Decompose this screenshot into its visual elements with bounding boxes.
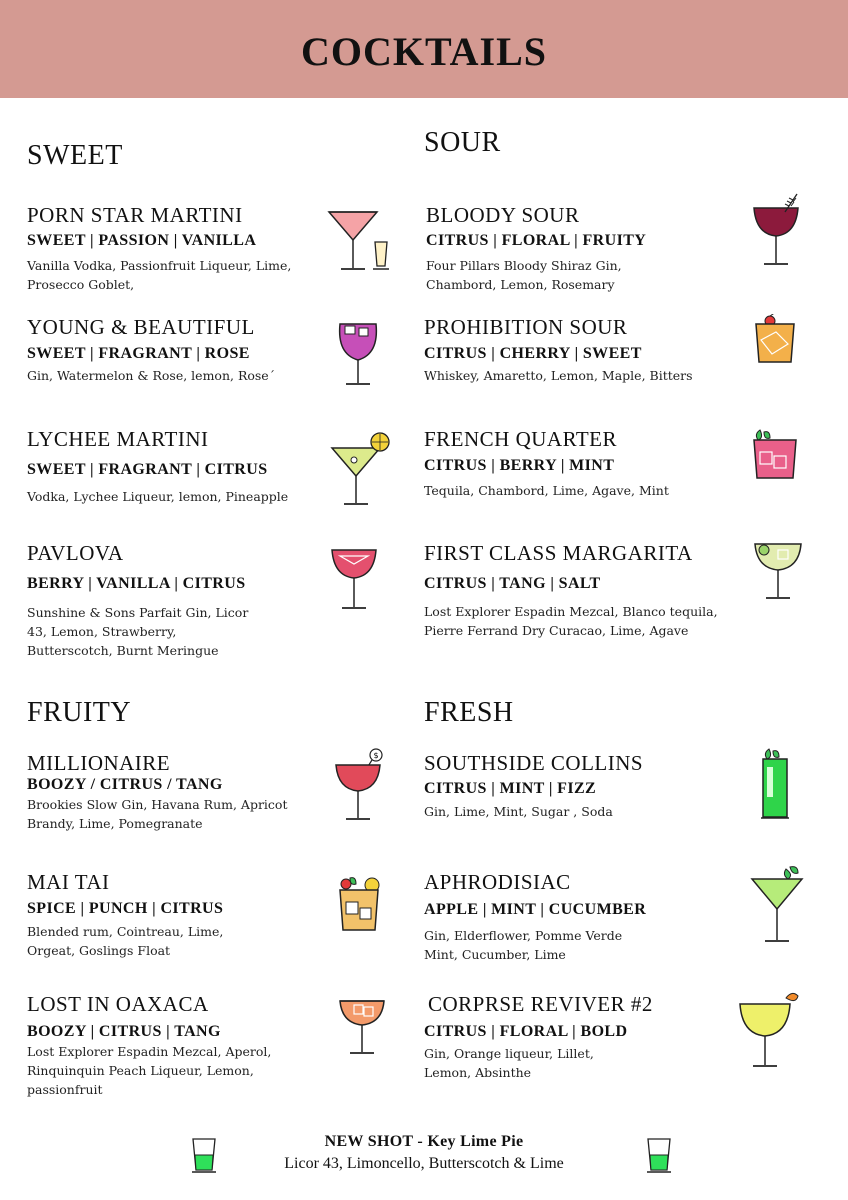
- item-ingredients: Gin, Orange liqueur, Lillet, Lemon, Absinthe: [424, 1046, 594, 1080]
- menu-item: [424, 751, 724, 821]
- page-title: COCKTAILS: [300, 29, 548, 74]
- item-tags: SWEET | PASSION | VANILLA: [27, 232, 257, 249]
- item-name: APHRODISIAC: [424, 870, 571, 894]
- menu-item: [424, 315, 724, 385]
- menu-item: [27, 870, 327, 960]
- menu-item: [27, 541, 327, 660]
- coupe-glass-orange-icon: [738, 988, 802, 1070]
- new-shot-title: NEW SHOT - Key Lime Pie: [324, 1133, 524, 1150]
- item-tags: SWEET | FRAGRANT | CITRUS: [27, 461, 268, 478]
- menu-item: [424, 992, 724, 1082]
- coupe-glass-icon: [330, 546, 378, 612]
- collins-glass-mint-icon: [755, 747, 795, 821]
- item-name: LOST IN OAXACA: [27, 992, 209, 1016]
- item-name: LYCHEE MARTINI: [27, 427, 209, 451]
- rocks-glass-cherry-icon: [752, 314, 798, 366]
- item-ingredients: Lost Explorer Espadin Mezcal, Blanco tequila, Pierre Ferrand Dry Curacao, Lime, Agave: [424, 604, 718, 638]
- item-tags: BOOZY / CITRUS / TANG: [27, 776, 223, 793]
- section-title-sour: SOUR: [424, 127, 501, 158]
- item-ingredients: Lost Explorer Espadin Mezcal, Aperol, Rinquinquin Peach Liqueur, Lemon, passionfruit: [27, 1044, 272, 1097]
- menu-item: [426, 203, 726, 294]
- coupe-glass-coin-icon: [334, 747, 386, 823]
- item-name: PROHIBITION SOUR: [424, 315, 628, 339]
- item-name: MILLIONAIRE: [27, 751, 171, 775]
- menu-item: [424, 427, 724, 500]
- menu-header: [0, 0, 848, 98]
- section-title-fruity: FRUITY: [27, 697, 132, 728]
- martini-glass-with-shot-icon: [325, 206, 395, 272]
- item-name: FRENCH QUARTER: [424, 427, 618, 451]
- svg-text:$: $: [373, 751, 379, 760]
- item-name: FIRST CLASS MARGARITA: [424, 541, 693, 565]
- menu-item: [27, 203, 327, 294]
- menu-item: [27, 315, 327, 385]
- item-name: BLOODY SOUR: [426, 203, 580, 227]
- item-tags: SWEET | FRAGRANT | ROSE: [27, 345, 250, 362]
- section-title-fresh: FRESH: [424, 697, 514, 728]
- coupe-glass-ice-icon: [338, 997, 388, 1057]
- item-ingredients: Gin, Elderflower, Pomme Verde Mint, Cucumber, Lime: [424, 928, 623, 962]
- item-tags: CITRUS | CHERRY | SWEET: [424, 345, 642, 362]
- section-title-sweet: SWEET: [27, 140, 123, 171]
- item-tags: SPICE | PUNCH | CITRUS: [27, 900, 224, 917]
- tiki-glass-icon: [334, 876, 384, 934]
- menu-item: [424, 541, 724, 640]
- item-tags: BOOZY | CITRUS | TANG: [27, 1023, 221, 1040]
- item-ingredients: Gin, Lime, Mint, Sugar , Soda: [424, 804, 613, 819]
- margarita-coupe-icon: [752, 540, 804, 602]
- item-ingredients: Four Pillars Bloody Shiraz Gin, Chambord, Lemon, Rosemary: [426, 258, 622, 292]
- item-name: MAI TAI: [27, 870, 110, 894]
- item-tags: CITRUS | MINT | FIZZ: [424, 780, 597, 797]
- item-tags: BERRY | VANILLA | CITRUS: [27, 575, 246, 592]
- menu-item: [424, 870, 724, 964]
- martini-glass-lemon-icon: [328, 432, 394, 508]
- martini-glass-mint-icon: [750, 863, 806, 945]
- item-tags: CITRUS | FLORAL | FRUITY: [426, 232, 647, 249]
- coupe-glass-rosemary-icon: [751, 192, 803, 268]
- item-tags: CITRUS | TANG | SALT: [424, 575, 601, 592]
- item-ingredients: Vanilla Vodka, Passionfruit Liqueur, Lime, Prosecco Goblet,: [27, 258, 292, 292]
- item-name: PAVLOVA: [27, 541, 124, 565]
- item-tags: APPLE | MINT | CUCUMBER: [424, 901, 647, 918]
- item-tags: CITRUS | FLORAL | BOLD: [424, 1023, 628, 1040]
- new-shot-footer: [150, 1133, 698, 1173]
- item-ingredients: Tequila, Chambord, Lime, Agave, Mint: [424, 483, 669, 498]
- item-tags: CITRUS | BERRY | MINT: [424, 457, 615, 474]
- item-name: PORN STAR MARTINI: [27, 203, 243, 227]
- item-name: CORPRSE REVIVER #2: [428, 992, 653, 1016]
- menu-item: [27, 751, 327, 833]
- item-ingredients: Whiskey, Amaretto, Lemon, Maple, Bitters: [424, 368, 693, 383]
- rocks-glass-mint-icon: [750, 428, 800, 482]
- item-ingredients: Gin, Watermelon & Rose, lemon, Rose´: [27, 368, 275, 383]
- item-ingredients: Blended rum, Cointreau, Lime, Orgeat, Goslings Float: [27, 924, 224, 958]
- menu-item: [27, 427, 327, 506]
- item-ingredients: Vodka, Lychee Liqueur, lemon, Pineapple: [27, 489, 289, 504]
- item-name: SOUTHSIDE COLLINS: [424, 751, 644, 775]
- balloon-glass-icon: [335, 318, 381, 388]
- item-ingredients: Brookies Slow Gin, Havana Rum, Apricot Brandy, Lime, Pomegranate: [27, 797, 288, 831]
- item-ingredients: Sunshine & Sons Parfait Gin, Licor 43, Lemon, Strawberry, Butterscotch, Burnt Meringue: [27, 605, 249, 658]
- new-shot-ingredients: Licor 43, Limoncello, Butterscotch & Lime: [284, 1155, 564, 1172]
- menu-item: [27, 992, 327, 1099]
- item-name: YOUNG & BEAUTIFUL: [27, 315, 255, 339]
